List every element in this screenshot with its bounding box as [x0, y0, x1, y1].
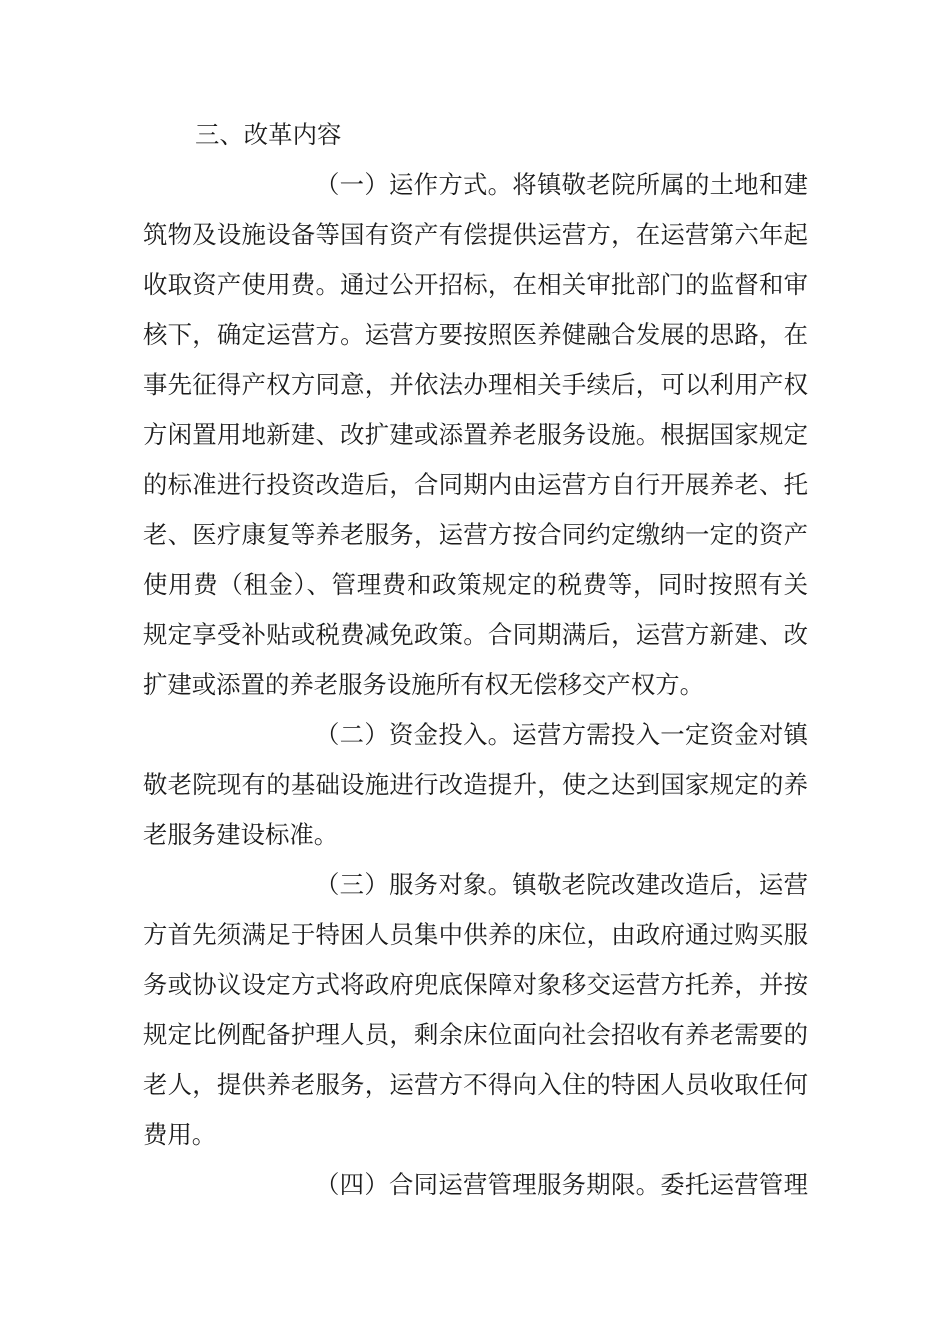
paragraph-3-line-3: 务或协议设定方式将政府兜底保障对象移交运营方托养，并按: [143, 970, 808, 999]
paragraph-1-line-8: 老、医疗康复等养老服务，运营方按合同约定缴纳一定的资产: [143, 520, 808, 549]
paragraph-3-line-4: 规定比例配备护理人员，剩余床位面向社会招收有养老需要的: [143, 1020, 808, 1049]
section-heading: 三、改革内容: [195, 120, 342, 149]
paragraph-2-line-1: （二）资金投入。运营方需投入一定资金对镇: [315, 720, 808, 749]
paragraph-1-line-10: 规定享受补贴或税费减免政策。合同期满后，运营方新建、改: [143, 620, 808, 649]
paragraph-1-line-11: 扩建或添置的养老服务设施所有权无偿移交产权方。: [143, 670, 704, 699]
paragraph-2-line-2: 敬老院现有的基础设施进行改造提升，使之达到国家规定的养: [143, 770, 808, 799]
paragraph-1-line-9: 使用费（租金）、管理费和政策规定的税费等，同时按照有关: [143, 570, 808, 599]
paragraph-4-line-1: （四）合同运营管理服务期限。委托运营管理: [315, 1170, 808, 1199]
paragraph-1-line-3: 收取资产使用费。通过公开招标，在相关审批部门的监督和审: [143, 270, 808, 299]
paragraph-1-line-5: 事先征得产权方同意，并依法办理相关手续后，可以利用产权: [143, 370, 808, 399]
paragraph-3-line-5: 老人，提供养老服务，运营方不得向入住的特困人员收取任何: [143, 1070, 808, 1099]
paragraph-2-line-3: 老服务建设标准。: [143, 820, 339, 849]
paragraph-3-line-6: 费用。: [143, 1120, 217, 1149]
paragraph-1-line-1: （一）运作方式。将镇敬老院所属的土地和建: [315, 170, 808, 199]
paragraph-1-line-4: 核下，确定运营方。运营方要按照医养健融合发展的思路，在: [143, 320, 808, 349]
paragraph-1-line-2: 筑物及设施设备等国有资产有偿提供运营方，在运营第六年起: [143, 220, 808, 249]
paragraph-3-line-2: 方首先须满足于特困人员集中供养的床位，由政府通过购买服: [143, 920, 808, 949]
paragraph-1-line-7: 的标准进行投资改造后，合同期内由运营方自行开展养老、托: [143, 470, 808, 499]
paragraph-1-line-6: 方闲置用地新建、改扩建或添置养老服务设施。根据国家规定: [143, 420, 808, 449]
paragraph-3-line-1: （三）服务对象。镇敬老院改建改造后，运营: [315, 870, 808, 899]
